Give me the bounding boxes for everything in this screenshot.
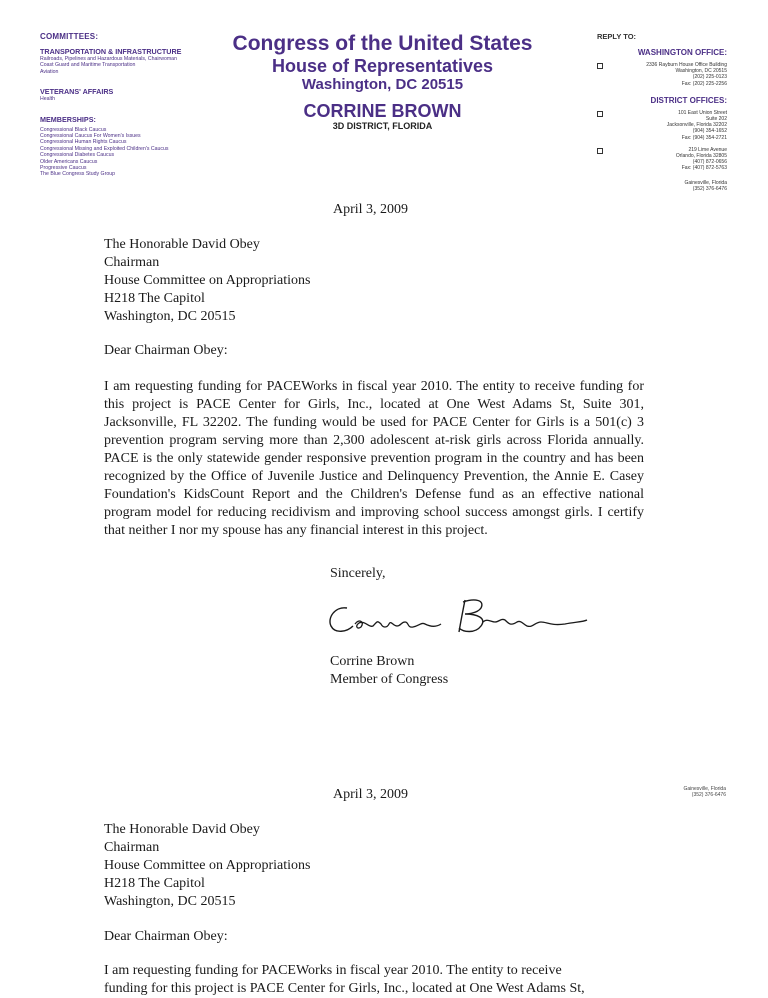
committee-veterans: VETERANS' AFFAIRS bbox=[40, 87, 114, 97]
membership-item: The Blue Congress Study Group bbox=[40, 171, 115, 178]
committees-heading: COMMITTEES: bbox=[40, 32, 99, 41]
district-offices-heading: DISTRICT OFFICES: bbox=[650, 95, 727, 105]
address-line: 2336 Rayburn House Office Building bbox=[646, 62, 727, 68]
address-line: 101 East Union Street bbox=[678, 109, 727, 116]
page2-date: April 3, 2009 bbox=[333, 787, 409, 802]
recipient-line: The Honorable David Obey bbox=[104, 237, 260, 252]
house-title: House of Representatives bbox=[271, 56, 494, 76]
address-line: Gainesville, Florida bbox=[684, 179, 727, 186]
address-line: (407) 872-0656 bbox=[692, 159, 727, 166]
recipient-line: The Honorable David Obey bbox=[104, 822, 260, 837]
closing: Sincerely, bbox=[330, 566, 386, 581]
recipient-line: H218 The Capitol bbox=[104, 876, 205, 891]
salutation: Dear Chairman Obey: bbox=[104, 343, 228, 358]
recipient-line: Chairman bbox=[104, 255, 160, 270]
signature bbox=[325, 592, 595, 642]
membership-item: Congressional Black Caucus bbox=[40, 126, 107, 133]
signer-title: Member of Congress bbox=[330, 672, 449, 687]
signer-block bbox=[330, 653, 448, 689]
membership-item: Older Americans Caucus bbox=[40, 158, 98, 165]
page2-recipient-address bbox=[104, 821, 310, 911]
address-line: Fax: (407) 872-5763 bbox=[681, 165, 727, 172]
committee-sub: Aviation bbox=[40, 68, 59, 75]
letter-body: I am requesting funding for PACEWorks in fiscal year 2010. The entity to receive funding for this project is PACE Center for Girls, Inc., located at One West Adams St, Suite 301, Jacksonville, FL 32202. The funding would be used for PACE Center for Girls is a 501(c) 3 prevention program serving more than 2,300 adolescent at-risk girls across Florida annually. PACE is the only statewide gender responsive prevention program in the country and has been recognized by the Office of Juvenile Justice and Delinquency Prevention, the Annie E. Casey Foundation's KidsCount Report and the Children's Defense fund as an effective national program model for reducing recidivism and improving school success amongst girls. I certify that neither I nor my spouse has any financial interest in this project. bbox=[104, 379, 644, 538]
committee-transportation: TRANSPORTATION & INFRASTRUCTURE bbox=[40, 47, 182, 56]
address-line: 219 Lime Avenue bbox=[688, 146, 727, 153]
district-address-jacksonville bbox=[597, 110, 727, 141]
congress-title: Congress of the United States bbox=[232, 32, 533, 55]
letter-date: April 3, 2009 bbox=[333, 202, 409, 217]
membership-item: Congressional Caucus For Women's Issues bbox=[40, 133, 141, 140]
memberships-heading: MEMBERSHIPS: bbox=[40, 114, 96, 124]
house-city: Washington, DC 20515 bbox=[301, 76, 464, 93]
recipient-line: Washington, DC 20515 bbox=[104, 309, 236, 324]
letterhead-title bbox=[200, 32, 565, 131]
member-district: 3D DISTRICT, FLORIDA bbox=[332, 121, 433, 131]
signature-icon bbox=[325, 592, 595, 642]
address-line: Suite 202 bbox=[705, 116, 727, 123]
washington-address bbox=[597, 62, 727, 87]
checkbox-icon bbox=[597, 148, 603, 154]
committee-sub: Health bbox=[40, 96, 55, 103]
address-line: (202) 225-0123 bbox=[692, 74, 727, 81]
memberships-list bbox=[40, 127, 245, 178]
page2-salutation: Dear Chairman Obey: bbox=[104, 929, 228, 944]
recipient-line: Chairman bbox=[104, 840, 160, 855]
address-line: Washington, DC 20515 bbox=[675, 68, 727, 75]
signer-name: Corrine Brown bbox=[330, 654, 415, 669]
checkbox-icon bbox=[597, 111, 603, 117]
recipient-line: H218 The Capitol bbox=[104, 291, 205, 306]
page2-footer-address bbox=[640, 786, 726, 798]
member-name: CORRINE BROWN bbox=[303, 101, 462, 121]
footer-line: (352) 376-6476 bbox=[691, 792, 726, 798]
recipient-address bbox=[104, 236, 310, 326]
committee-sub: Coast Guard and Maritime Transportation bbox=[40, 62, 136, 69]
reply-to-heading: REPLY TO: bbox=[597, 32, 637, 41]
address-line: Orlando, Florida 32805 bbox=[675, 153, 727, 160]
recipient-line: House Committee on Appropriations bbox=[104, 273, 311, 288]
district-address-gainesville bbox=[597, 180, 727, 192]
washington-office-heading: WASHINGTON OFFICE: bbox=[637, 48, 727, 57]
body-line: funding for this project is PACE Center for Girls, Inc., located at One West Adams St, bbox=[104, 981, 585, 996]
district-address-orlando bbox=[597, 147, 727, 172]
membership-item: Congressional Missing and Exploited Children's Caucus bbox=[40, 145, 169, 152]
recipient-line: Washington, DC 20515 bbox=[104, 894, 236, 909]
address-line: (352) 376-6476 bbox=[692, 185, 727, 192]
membership-item: Congressional Human Rights Caucus bbox=[40, 139, 127, 146]
checkbox-icon bbox=[597, 63, 603, 69]
membership-item: Congressional Diabetes Caucus bbox=[40, 152, 115, 159]
address-line: (904) 354-1652 bbox=[692, 128, 727, 135]
membership-item: Progressive Caucus bbox=[40, 165, 87, 172]
address-line: Fax: (904) 354-2721 bbox=[681, 134, 727, 141]
footer-line: Gainesville, Florida bbox=[683, 786, 726, 792]
body-line: I am requesting funding for PACEWorks in fiscal year 2010. The entity to receive bbox=[104, 963, 562, 978]
address-line: Jacksonville, Florida 32202 bbox=[666, 122, 727, 129]
recipient-line: House Committee on Appropriations bbox=[104, 858, 311, 873]
committee-sub: Railroads, Pipelines and Hazardous Materials, Chairwoman bbox=[40, 56, 177, 62]
reply-to-column bbox=[597, 32, 727, 192]
address-line: Fax: (202) 225-2256 bbox=[681, 80, 727, 87]
